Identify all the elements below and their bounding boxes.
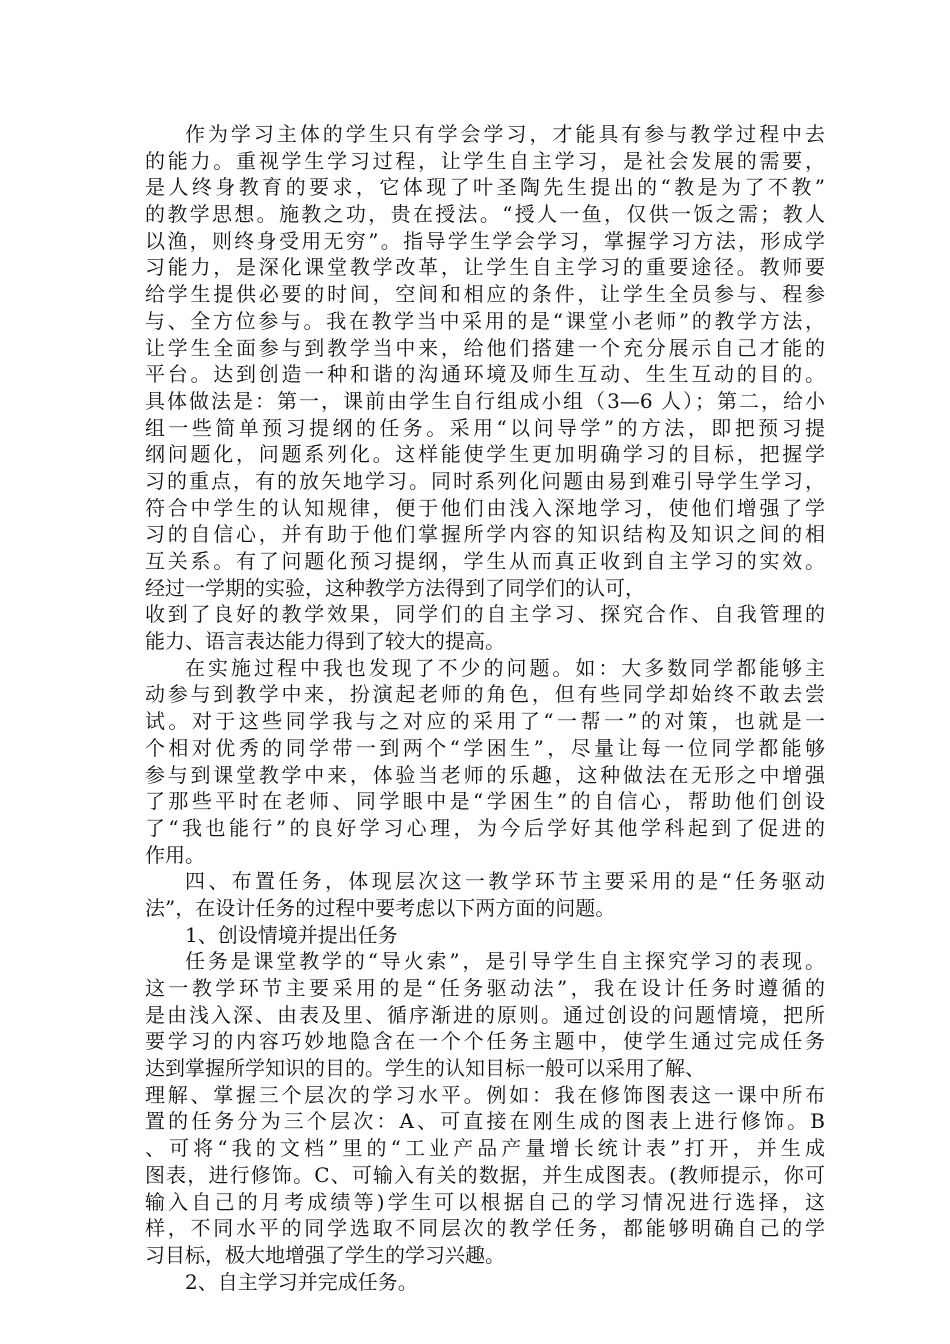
text-line: 、可将“我的文档”里的“工业产品产量增长统计表”打开，并生成 — [145, 1136, 825, 1161]
text-line: 习能力，是深化课堂教学改革，让学生自主学习的重要途径。教师要 — [145, 255, 825, 280]
paragraph-first-line: 1、创设情境并提出任务 — [185, 922, 398, 947]
text-line: 以渔，则终身受用无穷”。指导学生学会学习，掌握学习方法，形成学 — [145, 228, 825, 253]
text-line: 互关系。有了问题化预习提纲，学生从而真正收到自主学习的实效。 — [145, 549, 825, 573]
text-line: 习的自信心，并有助于他们掌握所学内容的知识结构及知识之间的相 — [145, 522, 825, 547]
text-line: 的能力。重视学生学习过程，让学生自主学习，是社会发展的需要， — [145, 148, 825, 173]
text-line: 让学生全面参与到教学当中来，给他们搭建一个充分展示自己才能的 — [145, 335, 825, 360]
text-line: 输入自己的月考成绩等)学生可以根据自己的学习情况进行选择，这 — [145, 1189, 825, 1214]
text-line: 能力、语言表达能力得到了较大的提高。 — [145, 629, 505, 654]
text-line: 是由浅入深、由表及里、循序渐进的原则。通过创设的问题情境，把所 — [145, 1002, 825, 1027]
text-line: 与、全方位参与。我在教学当中采用的是“课堂小老师”的教学方法， — [145, 308, 825, 333]
text-line: 理解、掌握三个层次的学习水平。例如：我在修饰图表这一课中所布 — [145, 1082, 825, 1107]
text-line: 具体做法是：第一，课前由学生自行组成小组（3—6 人）；第二，给小 — [145, 388, 825, 413]
text-line: 这一教学环节主要采用的是“任务驱动法”，我在设计任务时遵循的 — [145, 976, 825, 1000]
paragraph-first-line: 在实施过程中我也发现了不少的问题。如：大多数同学都能够主 — [185, 655, 825, 680]
document-body — [145, 121, 825, 1295]
text-line: 达到掌握所学知识的目的。学生的认知目标一般可以采用了解、 — [145, 1056, 705, 1081]
text-line: 个相对优秀的同学带一到两个“学困生”，尽量让每一位同学都能够 — [145, 735, 825, 760]
paragraph-first-line: 四、布置任务，体现层次这一教学环节主要采用的是“任务驱动 — [185, 869, 825, 894]
text-line: 习目标，极大地增强了学生的学习兴趣。 — [145, 1242, 505, 1267]
text-line: 参与到课堂教学中来，体验当老师的乐趣，这种做法在无形之中增强 — [145, 762, 825, 787]
text-line: 了“我也能行”的良好学习心理，为今后学好其他学科起到了促进的 — [145, 815, 825, 840]
text-line: 平台。达到创造一种和谐的沟通环境及师生互动、生生互动的目的。 — [145, 362, 825, 387]
paragraph-first-line: 作为学习主体的学生只有学会学习，才能具有参与教学过程中去 — [185, 122, 825, 146]
text-line: 试。对于这些同学我与之对应的采用了“一帮一”的对策，也就是一 — [145, 709, 825, 734]
text-line: 符合中学生的认知规律，便于他们由浅入深地学习，使他们增强了学 — [145, 495, 825, 520]
text-line: 是人终身教育的要求，它体现了叶圣陶先生提出的“教是为了不教” — [145, 175, 825, 200]
text-line: 组一些简单预习提纲的任务。采用“以问导学”的方法，即把预习提 — [145, 415, 825, 440]
text-line: 样，不同水平的同学选取不同层次的教学任务，都能够明确自己的学 — [145, 1216, 825, 1241]
paragraph-first-line: 2、自主学习并完成任务。 — [185, 1269, 418, 1294]
paragraph-first-line: 任务是课堂教学的“导火索”，是引导学生自主探究学习的表现。 — [185, 949, 825, 974]
text-line: 经过一学期的实验，这种教学方法得到了同学们的认可， — [145, 575, 645, 600]
text-line: 动参与到教学中来，扮演起老师的角色，但有些同学却始终不敢去尝 — [145, 682, 825, 707]
text-line: 图表，进行修饰。C、可输入有关的数据，并生成图表。(教师提示，你可 — [145, 1162, 825, 1187]
text-line: 给学生提供必要的时间，空间和相应的条件，让学生全员参与、程参 — [145, 282, 825, 307]
text-line: 的教学思想。施教之功，贵在授法。“授人一鱼，仅供一饭之需；教人 — [145, 202, 825, 227]
text-line: 习的重点，有的放矢地学习。同时系列化问题由易到难引导学生学习， — [145, 468, 825, 493]
text-line: 置的任务分为三个层次：A、可直接在刚生成的图表上进行修饰。B — [145, 1109, 825, 1134]
text-line: 了那些平时在老师、同学眼中是“学困生”的自信心，帮助他们创设 — [145, 789, 825, 814]
text-line: 纲问题化，问题系列化。这样能使学生更加明确学习的目标，把握学 — [145, 442, 825, 467]
text-line: 收到了良好的教学效果，同学们的自主学习、探究合作、自我管理的 — [145, 602, 825, 627]
text-line: 法”，在设计任务的过程中要考虑以下两方面的问题。 — [145, 895, 616, 920]
text-line: 作用。 — [145, 842, 205, 867]
text-line: 要学习的内容巧妙地隐含在一个个任务主题中，使学生通过完成任务 — [145, 1029, 825, 1054]
